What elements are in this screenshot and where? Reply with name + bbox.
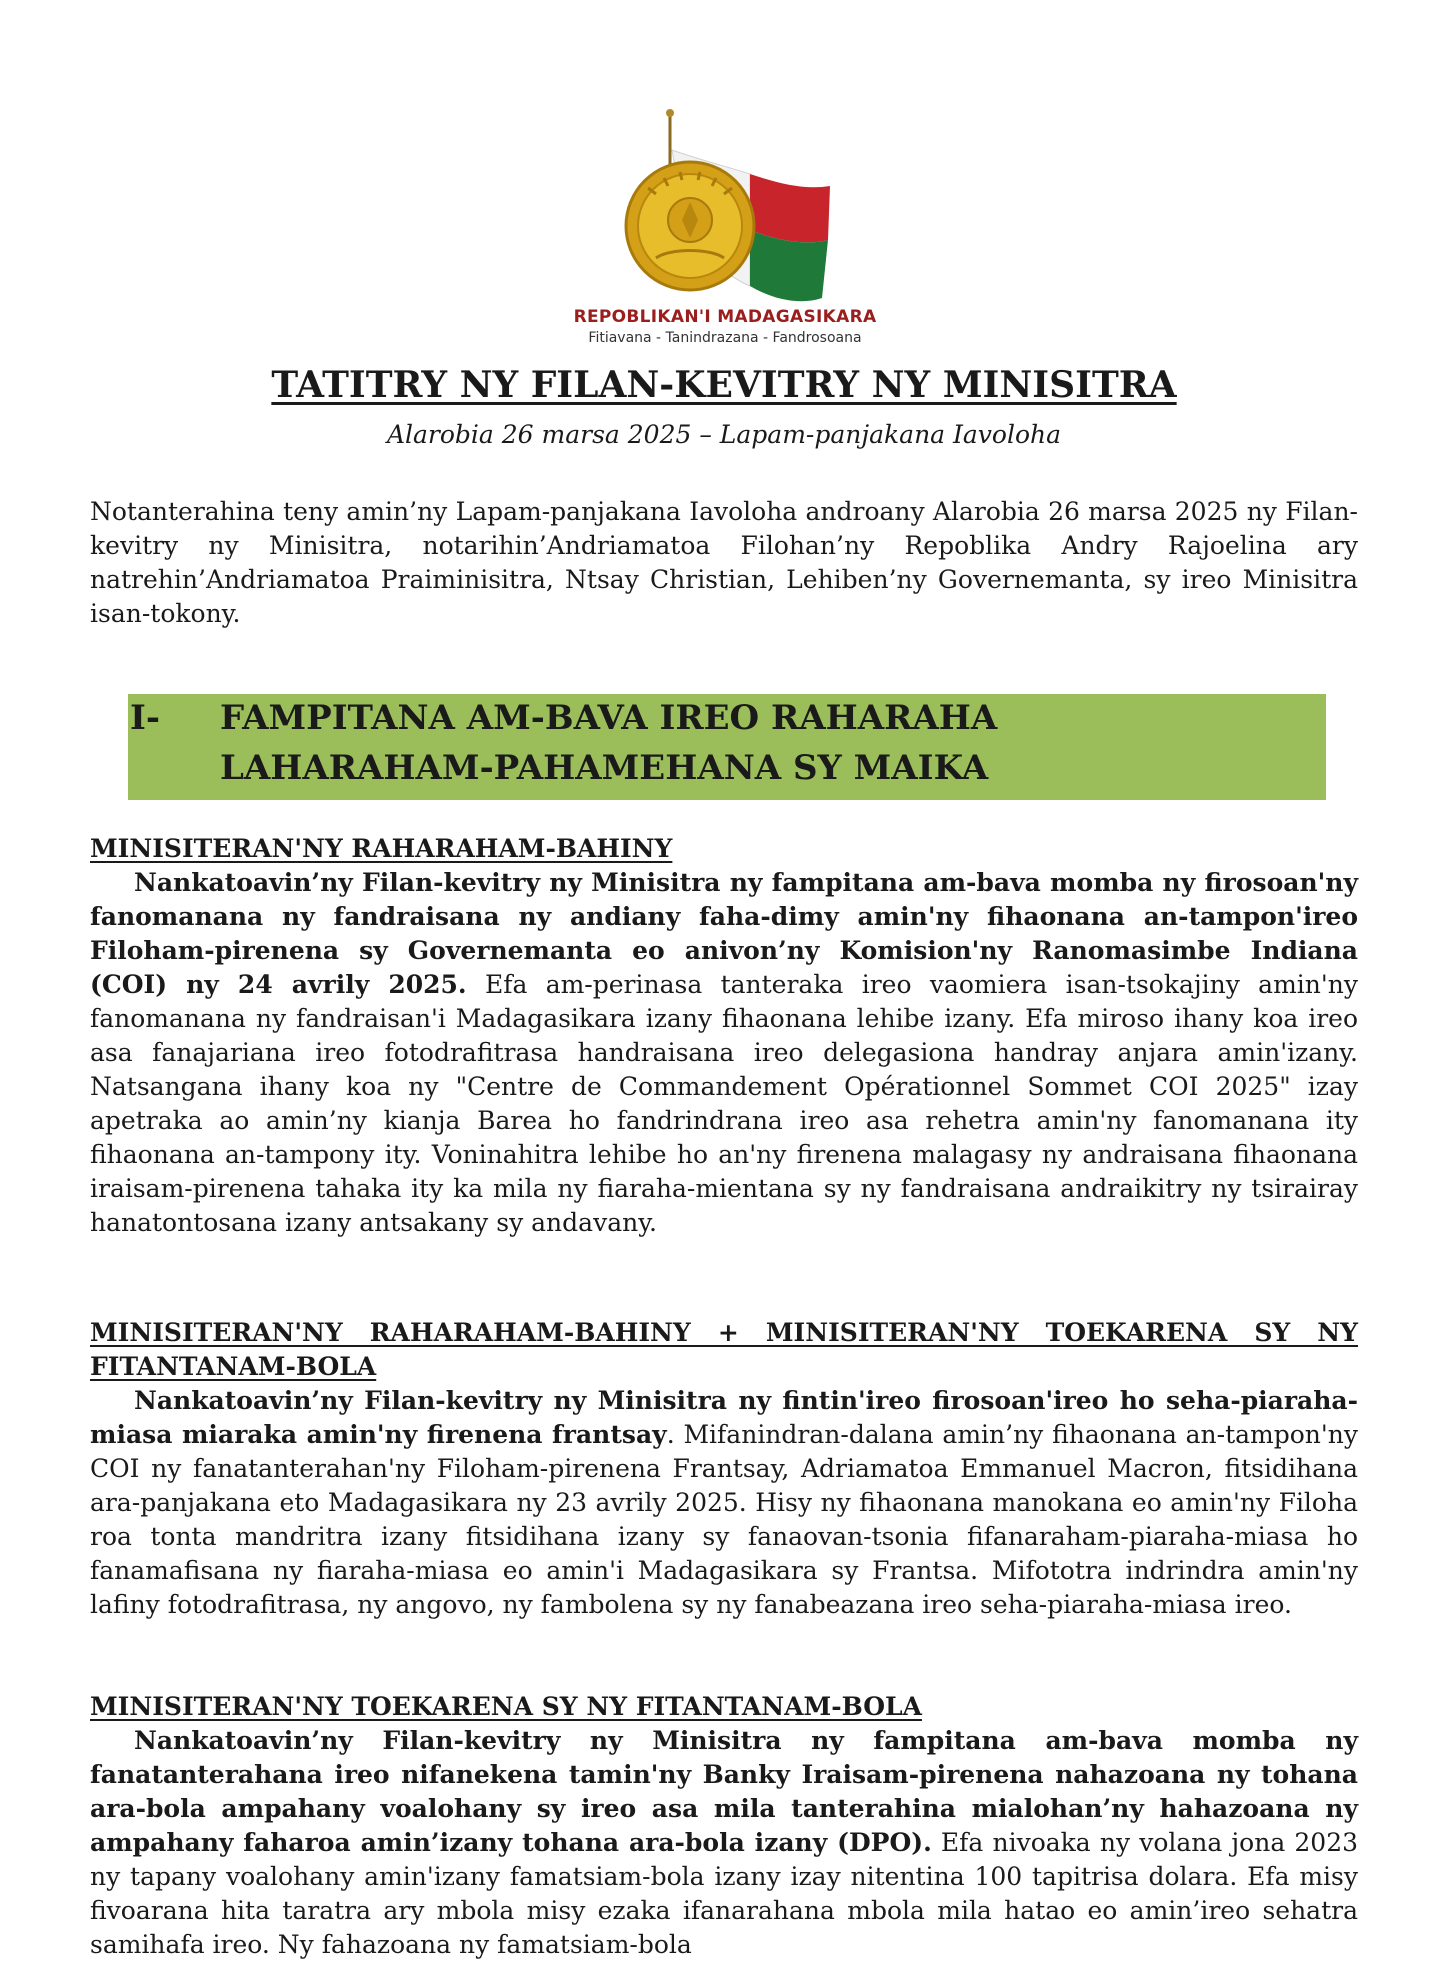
section-title-line-2: LAHARAHAM-PAHAMEHANA SY MAIKA [220, 748, 989, 788]
logo-name: REPOBLIKAN'I MADAGASIKARA [573, 307, 877, 327]
intro-paragraph: Notanterahina teny amin’ny Lapam-panjakana Iavoloha androany Alarobia 26 marsa 2025 ny Filan-kevitry ny Minisitra, notarihin’Andriamatoa Filohan’ny Repoblika Andry Rajoelina ary natrehin’Andriamatoa Praiminisitra, Ntsay Christian, Lehiben’ny Governemanta, sy ireo Minisitra isan-tokony. [90, 497, 1358, 628]
block-body-text: . Mifanindran-dalana amin’ny fihaonana an-tampon'ny COI ny fanatanterahan'ny Filoham-pirenena Frantsay, Adriamatoa Emmanuel Macron, fitsidihana ara-panjakana eto Madagasikara ny 23 avrily 2025. Hisy ny fihaonana manokana eo amin'ny Filoha roa tonta mandritra izany fitsidihana izany sy fanaovan-tsonia fifanaraham-piaraha-miasa ho fanamafisana ny fiaraha-miasa eo amin'i Madagasikara sy Frantsa. Mifototra indrindra amin'ny lafiny fotodrafitrasa, ny angovo, ny fambolena sy ny fanabeazana ireo seha-piaraha-miasa ireo. [90, 1420, 1358, 1619]
block-heading: MINISITERAN'NY RAHARAHAM-BAHINY [90, 834, 673, 863]
page-title: TATITRY NY FILAN-KEVITRY NY MINISITRA [271, 364, 1177, 406]
block-bold-text: Nankatoavin’ny Filan-kevitry ny Minisitra ny fintin'ireo firosoan'ireo ho seha-piaraha-miasa miaraka amin'ny firenena frantsay [90, 1386, 1358, 1449]
republic-logo [560, 108, 890, 353]
block-heading: MINISITERAN'NY TOEKARENA SY NY FITANTANAM-BOLA [90, 1692, 922, 1721]
page-subtitle: Alarobia 26 marsa 2025 – Lapam-panjakana Iavoloha [386, 420, 1062, 449]
emblem-flag-icon [560, 108, 890, 308]
block-body-text: Efa nivoaka ny volana jona 2023 ny tapany voalohany amin'izany famatsiam-bola izany izay nitentina 100 tapitrisa dolara. Efa misy fivoarana hita taratra ary mbola misy ezaka ifanarahana mbola mila hatao eo amin’ireo sehatra samihafa ireo. Ny fahazoana ny famatsiam-bola [90, 1828, 1359, 1959]
logo-motto: Fitiavana - Tanindrazana - Fandrosoana [588, 330, 862, 346]
block-paragraph [90, 1724, 1358, 1962]
block-bold-text: Nankatoavin’ny Filan-kevitry ny Minisitra ny fampitana am-bava momba ny fanatanterahana ireo nifanekena tamin'ny Banky Iraisam-pirenena nahazoana ny tohana ara-bola ampahany voalohany sy ireo asa mila tanterahina mialohan’ny hahazoana ny ampahany faharoa amin’izany tohana ara-bola izany (DPO). [90, 1726, 1358, 1857]
block-paragraph [90, 1384, 1358, 1622]
section-title-line-1: FAMPITANA AM-BAVA IREO RAHARAHA [220, 698, 998, 738]
section-heading-bar [128, 694, 1326, 800]
block-paragraph [90, 866, 1358, 1240]
block-body-text: Efa am-perinasa tanteraka ireo vaomiera isan-tsokajiny amin'ny fanomanana ny fandraisan'i Madagasikara izany fihaonana lehibe izany. Efa miroso ihany koa ireo asa fanajariana ireo fotodrafitrasa handraisana ireo delegasiona handray anjara amin'izany. Natsangana ihany koa ny "Centre de Commandement Opérationnel Sommet COI 2025" izay apetraka ao amin’ny kianja Barea ho fandrindrana ireo asa rehetra amin'ny fanomanana ity fihaonana an-tampony ity. Voninahitra lehibe ho an'ny firenena malagasy ny andraisana fihaonana iraisam-pirenena tahaka ity ka mila ny fiaraha-mientana sy ny fandraisana andraikitry ny tsirairay hanatontosana izany antsakany sy andavany. [90, 970, 1358, 1237]
block-heading: MINISITERAN'NY RAHARAHAM-BAHINY + MINISITERAN'NY TOEKARENA SY NY FITANTANAM-BOLA [90, 1318, 1358, 1381]
section-number: I- [130, 698, 161, 738]
block-bold-text: Nankatoavin’ny Filan-kevitry ny Minisitra ny fampitana am-bava momba ny firosoan'ny fanomanana ny fandraisana ny andiany faha-dimy amin'ny fihaonana an-tampon'ireo Filoham-pirenena sy Governemanta eo anivon’ny Komision'ny Ranomasimbe Indiana (COI) ny 24 avrily 2025. [90, 868, 1358, 999]
